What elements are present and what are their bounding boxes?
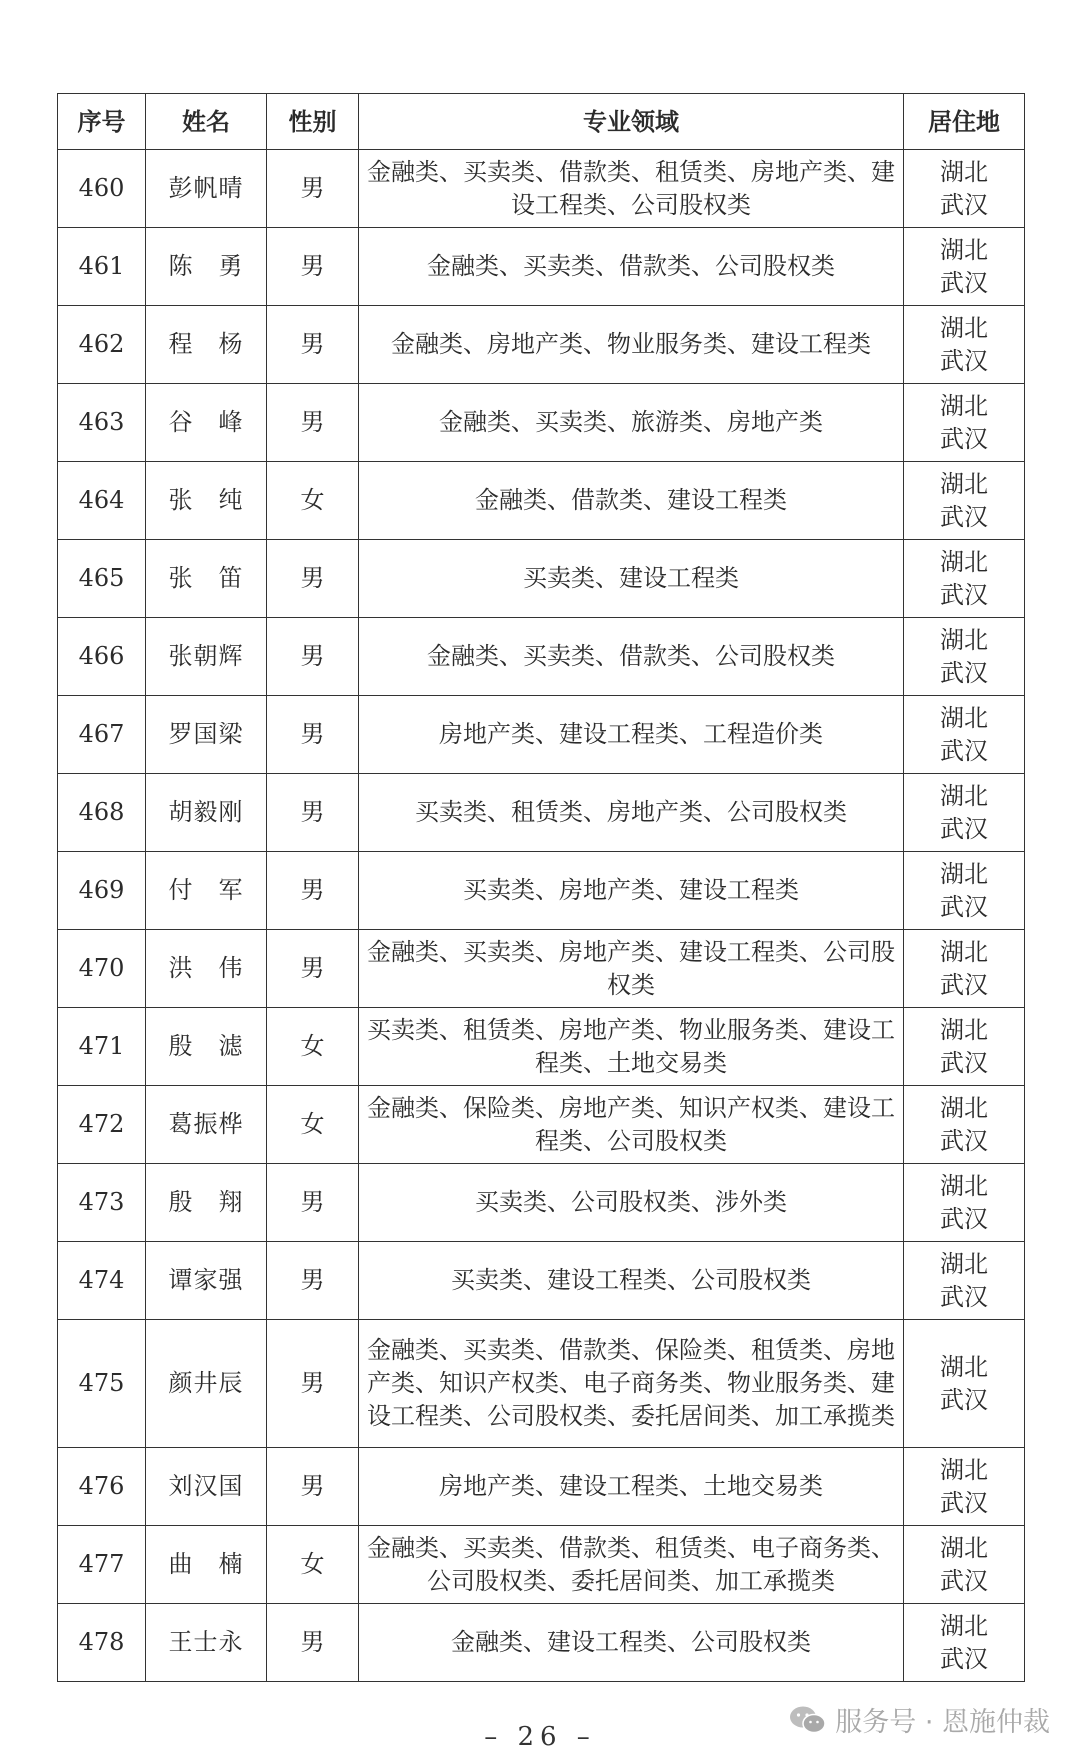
location-city: 武汉: [940, 580, 988, 609]
table-row: [58, 1164, 1025, 1242]
name-cell: 彭帆晴: [146, 150, 267, 228]
gender-cell: 男: [267, 618, 359, 696]
name-cell: 陈 勇: [146, 228, 267, 306]
name-cell: 曲 楠: [146, 1526, 267, 1604]
page-number: – 26 –: [484, 1722, 596, 1752]
seq-cell: 470: [58, 930, 146, 1008]
field-cell: 金融类、保险类、房地产类、知识产权类、建设工程类、公司股权类: [359, 1086, 904, 1164]
gender-cell: 女: [267, 1008, 359, 1086]
seq-cell: 463: [58, 384, 146, 462]
gender-cell: 男: [267, 1164, 359, 1242]
location-city: 武汉: [940, 814, 988, 843]
name-cell: 胡毅刚: [146, 774, 267, 852]
location-city: 武汉: [940, 1048, 988, 1077]
location-cell: [904, 1320, 1025, 1448]
seq-cell: 476: [58, 1448, 146, 1526]
name-cell: 罗国梁: [146, 696, 267, 774]
location-province: 湖北: [940, 313, 988, 342]
location-province: 湖北: [940, 157, 988, 186]
table-row: [58, 1604, 1025, 1682]
seq-cell: 475: [58, 1320, 146, 1448]
gender-cell: 男: [267, 540, 359, 618]
field-cell: 买卖类、建设工程类: [359, 540, 904, 618]
seq-cell: 465: [58, 540, 146, 618]
gender-cell: 女: [267, 1526, 359, 1604]
name-cell: 殷 滤: [146, 1008, 267, 1086]
header-field: 专业领域: [359, 94, 904, 150]
table-row: [58, 1448, 1025, 1526]
seq-cell: 474: [58, 1242, 146, 1320]
name-cell: 谭家强: [146, 1242, 267, 1320]
gender-cell: 男: [267, 1320, 359, 1448]
location-cell: [904, 618, 1025, 696]
location-province: 湖北: [940, 937, 988, 966]
name-cell: 洪 伟: [146, 930, 267, 1008]
gender-cell: 男: [267, 150, 359, 228]
header-location: 居住地: [904, 94, 1025, 150]
location-province: 湖北: [940, 1171, 988, 1200]
name-cell: 王士永: [146, 1604, 267, 1682]
table-row: [58, 306, 1025, 384]
location-city: 武汉: [940, 892, 988, 921]
location-cell: [904, 852, 1025, 930]
location-cell: [904, 462, 1025, 540]
header-gender: 性别: [267, 94, 359, 150]
name-cell: 张朝辉: [146, 618, 267, 696]
name-cell: 张 笛: [146, 540, 267, 618]
name-cell: 殷 翔: [146, 1164, 267, 1242]
location-cell: [904, 384, 1025, 462]
table-row: [58, 930, 1025, 1008]
field-cell: 金融类、买卖类、借款类、租赁类、房地产类、建设工程类、公司股权类: [359, 150, 904, 228]
location-province: 湖北: [940, 235, 988, 264]
location-province: 湖北: [940, 625, 988, 654]
gender-cell: 男: [267, 774, 359, 852]
table-row: [58, 696, 1025, 774]
location-province: 湖北: [940, 469, 988, 498]
header-name: 姓名: [146, 94, 267, 150]
gender-cell: 女: [267, 1086, 359, 1164]
field-cell: 金融类、买卖类、借款类、保险类、租赁类、房地产类、知识产权类、电子商务类、物业服务类、建设工程类、公司股权类、委托居间类、加工承揽类: [359, 1320, 904, 1448]
seq-cell: 462: [58, 306, 146, 384]
location-city: 武汉: [940, 1566, 988, 1595]
gender-cell: 男: [267, 852, 359, 930]
table-row: [58, 540, 1025, 618]
location-cell: [904, 1448, 1025, 1526]
location-cell: [904, 540, 1025, 618]
arbitrator-table: [57, 93, 1025, 1682]
field-cell: 金融类、买卖类、借款类、公司股权类: [359, 228, 904, 306]
table-row: [58, 774, 1025, 852]
location-cell: [904, 228, 1025, 306]
wechat-icon: [789, 1705, 827, 1735]
location-cell: [904, 930, 1025, 1008]
location-city: 武汉: [940, 346, 988, 375]
table-header-row: [58, 94, 1025, 150]
table-row: [58, 1242, 1025, 1320]
seq-cell: 460: [58, 150, 146, 228]
table-row: [58, 384, 1025, 462]
gender-cell: 女: [267, 462, 359, 540]
location-city: 武汉: [940, 502, 988, 531]
field-cell: 金融类、买卖类、借款类、租赁类、电子商务类、公司股权类、委托居间类、加工承揽类: [359, 1526, 904, 1604]
field-cell: 房地产类、建设工程类、土地交易类: [359, 1448, 904, 1526]
field-cell: 买卖类、公司股权类、涉外类: [359, 1164, 904, 1242]
table-row: [58, 1086, 1025, 1164]
table-row: [58, 1526, 1025, 1604]
seq-cell: 478: [58, 1604, 146, 1682]
field-cell: 买卖类、房地产类、建设工程类: [359, 852, 904, 930]
location-province: 湖北: [940, 1352, 988, 1381]
location-cell: [904, 150, 1025, 228]
seq-cell: 464: [58, 462, 146, 540]
name-cell: 谷 峰: [146, 384, 267, 462]
table-row: [58, 150, 1025, 228]
gender-cell: 男: [267, 930, 359, 1008]
gender-cell: 男: [267, 1604, 359, 1682]
watermark: [789, 1700, 1050, 1739]
table-row: [58, 618, 1025, 696]
location-province: 湖北: [940, 1249, 988, 1278]
field-cell: 房地产类、建设工程类、工程造价类: [359, 696, 904, 774]
table-row: [58, 1008, 1025, 1086]
location-cell: [904, 1526, 1025, 1604]
seq-cell: 473: [58, 1164, 146, 1242]
field-cell: 买卖类、租赁类、房地产类、物业服务类、建设工程类、土地交易类: [359, 1008, 904, 1086]
gender-cell: 男: [267, 696, 359, 774]
location-cell: [904, 306, 1025, 384]
table-row: [58, 852, 1025, 930]
location-province: 湖北: [940, 703, 988, 732]
name-cell: 张 纯: [146, 462, 267, 540]
location-province: 湖北: [940, 1455, 988, 1484]
name-cell: 颜井辰: [146, 1320, 267, 1448]
field-cell: 买卖类、建设工程类、公司股权类: [359, 1242, 904, 1320]
name-cell: 葛振桦: [146, 1086, 267, 1164]
location-cell: [904, 1008, 1025, 1086]
location-city: 武汉: [940, 658, 988, 687]
location-province: 湖北: [940, 1611, 988, 1640]
table-row: [58, 228, 1025, 306]
location-city: 武汉: [940, 736, 988, 765]
location-province: 湖北: [940, 859, 988, 888]
location-city: 武汉: [940, 1385, 988, 1414]
gender-cell: 男: [267, 384, 359, 462]
gender-cell: 男: [267, 228, 359, 306]
location-cell: [904, 1086, 1025, 1164]
seq-cell: 467: [58, 696, 146, 774]
header-seq: 序号: [58, 94, 146, 150]
name-cell: 刘汉国: [146, 1448, 267, 1526]
location-province: 湖北: [940, 391, 988, 420]
location-city: 武汉: [940, 1204, 988, 1233]
location-city: 武汉: [940, 424, 988, 453]
location-province: 湖北: [940, 547, 988, 576]
gender-cell: 男: [267, 306, 359, 384]
seq-cell: 472: [58, 1086, 146, 1164]
table-row: [58, 1320, 1025, 1448]
seq-cell: 469: [58, 852, 146, 930]
location-cell: [904, 1164, 1025, 1242]
field-cell: 金融类、房地产类、物业服务类、建设工程类: [359, 306, 904, 384]
location-province: 湖北: [940, 1093, 988, 1122]
location-province: 湖北: [940, 1533, 988, 1562]
table-row: [58, 462, 1025, 540]
field-cell: 金融类、买卖类、旅游类、房地产类: [359, 384, 904, 462]
table-body: [58, 150, 1025, 1682]
location-cell: [904, 1242, 1025, 1320]
location-city: 武汉: [940, 1644, 988, 1673]
gender-cell: 男: [267, 1448, 359, 1526]
name-cell: 程 杨: [146, 306, 267, 384]
location-cell: [904, 696, 1025, 774]
seq-cell: 477: [58, 1526, 146, 1604]
name-cell: 付 军: [146, 852, 267, 930]
field-cell: 金融类、建设工程类、公司股权类: [359, 1604, 904, 1682]
location-city: 武汉: [940, 970, 988, 999]
location-cell: [904, 1604, 1025, 1682]
field-cell: 金融类、借款类、建设工程类: [359, 462, 904, 540]
field-cell: 买卖类、租赁类、房地产类、公司股权类: [359, 774, 904, 852]
seq-cell: 466: [58, 618, 146, 696]
seq-cell: 468: [58, 774, 146, 852]
watermark-text: 服务号 · 恩施仲裁: [835, 1707, 1050, 1738]
location-city: 武汉: [940, 190, 988, 219]
field-cell: 金融类、买卖类、借款类、公司股权类: [359, 618, 904, 696]
location-city: 武汉: [940, 1126, 988, 1155]
location-city: 武汉: [940, 1488, 988, 1517]
location-city: 武汉: [940, 268, 988, 297]
location-cell: [904, 774, 1025, 852]
seq-cell: 461: [58, 228, 146, 306]
gender-cell: 男: [267, 1242, 359, 1320]
location-province: 湖北: [940, 1015, 988, 1044]
field-cell: 金融类、买卖类、房地产类、建设工程类、公司股权类: [359, 930, 904, 1008]
location-city: 武汉: [940, 1282, 988, 1311]
seq-cell: 471: [58, 1008, 146, 1086]
location-province: 湖北: [940, 781, 988, 810]
